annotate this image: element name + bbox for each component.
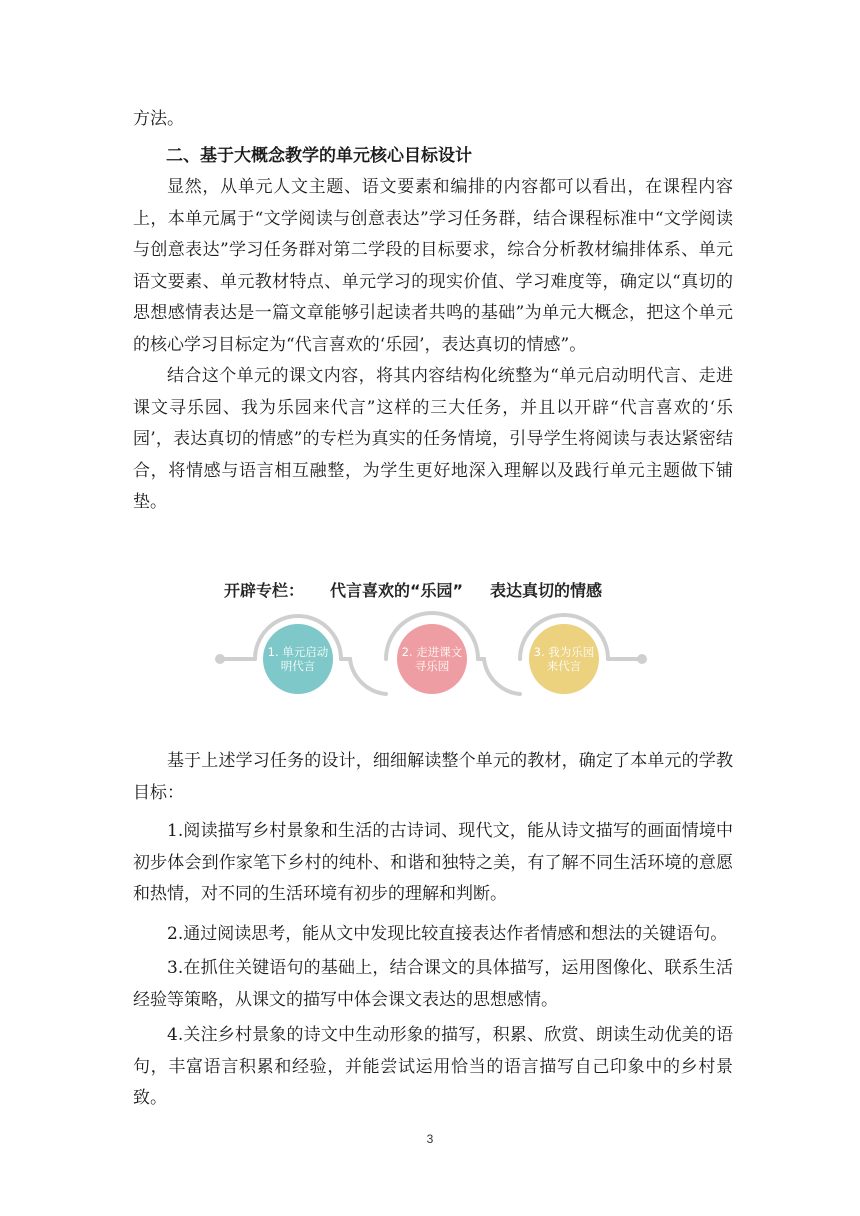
paragraph-goals-intro: 基于上述学习任务的设计，细细解读整个单元的教材，确定了本单元的学教目标： — [133, 751, 733, 803]
diagram-title-prefix: 开辟专栏： — [224, 581, 305, 600]
paragraph-task-design: 结合这个单元的课文内容，将其内容结构化统整为“单元启动明代言、走进课文寻乐园、我为乐园来代言”这样的三大任务，并且以开辟“代言喜欢的‘乐园’，表达真切的情感”的专栏为真实的任务情境，引导学生将阅读与表达紧密结合，将情感与语言相互融整，为学生更好地深入理解以及践行单元主题做下铺垫。 — [133, 366, 733, 513]
diagram-title-main: 代言喜欢的“乐园” — [330, 581, 464, 600]
task-step-3 — [529, 624, 599, 694]
paragraph-unit-concept: 显然，从单元人文主题、语文要素和编排的内容都可以看出，在课程内容上，本单元属于“文学阅读与创意表达”学习任务群，结合课程标准中“文学阅读与创意表达”学习任务群对第二学段的目标要求，综合分析教材编排体系、单元语文要素、单元教材特点、单元学习的现实价值、学习难度等，确定以“真切的思想感情表达是一篇文章能够引起读者共鸣的基础”为单元大概念，把这个单元的核心学习目标定为“代言喜欢的‘乐园’，表达真切的情感”。 — [133, 177, 733, 355]
task-step-2 — [397, 624, 467, 694]
text-fragment: 方法。 — [133, 109, 184, 129]
task-step-3-label: 3. 我为乐园来代言 — [533, 645, 595, 673]
section-heading: 二、基于大概念教学的单元核心目标设计 — [166, 146, 472, 166]
task-flow-diagram — [200, 574, 660, 714]
goal-item-4: 4.关注乡村景象的诗文中生动形象的描写，积累、欣赏、朗读生动优美的语句，丰富语言积累和经验，并能尝试运用恰当的语言描写自己印象中的乡村景致。 — [133, 1025, 733, 1109]
goal-item-3: 3.在抓住关键语句的基础上，结合课文的具体描写，运用图像化、联系生活经验等策略，从课文的描写中体会课文表达的思想感情。 — [133, 958, 733, 1010]
goal-item-1: 1.阅读描写乡村景象和生活的古诗词、现代文，能从诗文描写的画面情境中初步体会到作家笔下乡村的纯朴、和谐和独特之美，有了解不同生活环境的意愿和热情，对不同的生活环境有初步的理解和判断。 — [133, 821, 733, 905]
task-step-1 — [263, 624, 333, 694]
task-step-1-label: 1. 单元启动明代言 — [267, 645, 329, 673]
diagram-title-emotion: 表达真切的情感 — [490, 581, 603, 600]
goal-item-2: 2.通过阅读思考，能从文中发现比较直接表达作者情感和想法的关键语句。 — [167, 924, 728, 944]
task-step-2-label: 2. 走进课文寻乐园 — [401, 645, 463, 673]
page-number: 3 — [426, 1132, 434, 1146]
